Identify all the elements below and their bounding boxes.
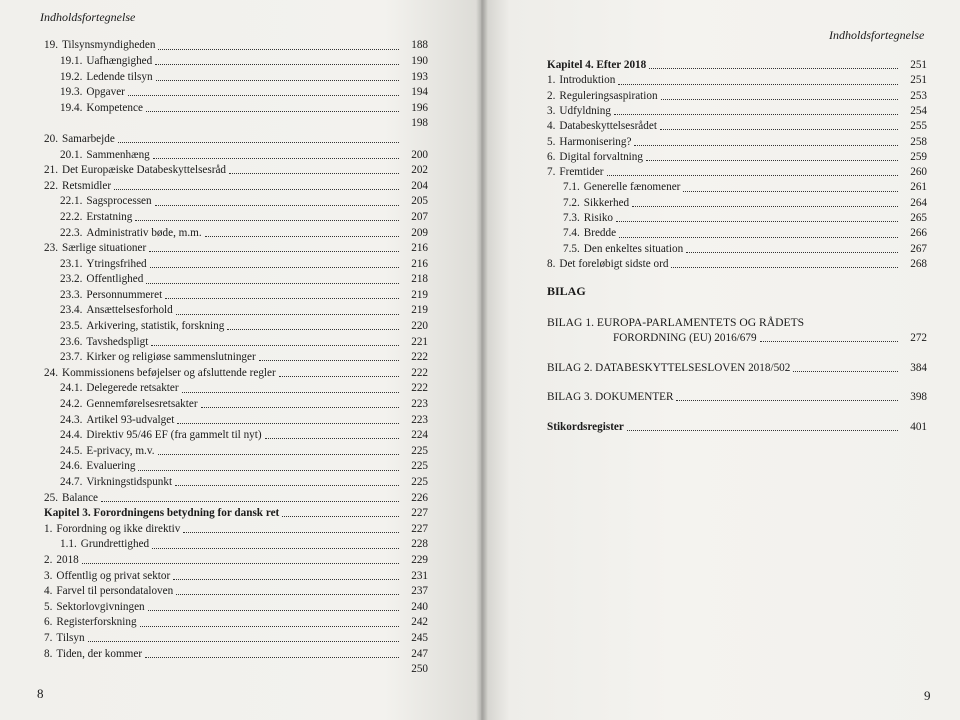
toc-entry — [547, 132, 927, 147]
toc-entry-number: 6. — [547, 150, 556, 163]
toc-entry — [44, 208, 428, 224]
toc-entry-number: 7.4. — [563, 227, 580, 240]
toc-entry-page: 220 — [411, 320, 428, 333]
toc-entry-title: Registerforskning — [56, 616, 137, 629]
toc-entry-title: Tilsynsmyndigheden — [61, 39, 156, 52]
toc-entry-page: 225 — [411, 460, 428, 473]
toc-entry-title: Ansættelsesforhold — [86, 304, 173, 317]
toc-entry-number: 24.1. — [60, 382, 83, 395]
toc-entry-page: 216 — [411, 257, 428, 270]
toc-entry-title: Det Europæiske Databeskyttelsesråd — [61, 164, 227, 177]
stikordsregister-title: Stikordsregister — [547, 421, 624, 433]
toc-entry-title: Opgaver — [86, 86, 125, 99]
toc-entry — [44, 192, 428, 208]
toc-entry-title: Erstatning — [86, 210, 133, 223]
toc-entry-title: Digital forvaltning — [559, 150, 643, 163]
stikordsregister — [547, 422, 927, 433]
toc-entry — [547, 194, 927, 209]
toc-entry-title: Farvel til persondataloven — [56, 585, 174, 598]
bilag-2-title: BILAG 2. DATABESKYTTELSESLOVEN 2018/502 — [547, 362, 791, 374]
toc-entry-title: Personnummeret — [86, 288, 163, 301]
toc-entry-title: Kommissionens beføjelser og afsluttende regler — [61, 366, 276, 379]
toc-entry — [44, 254, 428, 270]
toc-entry-page: 231 — [411, 569, 428, 582]
bilag-1-line2: FORORDNING (EU) 2016/679 — [613, 332, 757, 344]
dot-leader — [607, 175, 898, 176]
toc-entry-title: Generelle fænomener — [583, 181, 681, 194]
toc-entry-number: 22.1. — [60, 195, 83, 208]
toc-entry-title: Kirker og religiøse sammenslutninger — [86, 351, 256, 364]
toc-entry — [44, 519, 428, 535]
toc-entry-number: 8. — [547, 257, 556, 270]
toc-entry — [547, 240, 927, 255]
toc-entry-number: 25. — [44, 491, 58, 504]
toc-entry-number: 1.1. — [60, 538, 77, 551]
toc-entry — [44, 223, 428, 239]
toc-entry — [44, 566, 428, 582]
toc-entry-page: 245 — [411, 631, 428, 644]
toc-entry — [44, 488, 428, 504]
toc-entry-title: Databeskyttelsesrådet — [559, 120, 657, 133]
dot-leader — [201, 407, 399, 408]
toc-entry — [44, 130, 428, 146]
toc-entry — [44, 395, 428, 411]
toc-entry-page: 227 — [411, 507, 428, 520]
dot-leader — [150, 267, 399, 268]
toc-entry-title: Tilsyn — [56, 631, 85, 644]
toc-entry-page: 258 — [910, 135, 927, 148]
dot-leader — [146, 283, 399, 284]
dot-leader — [686, 252, 898, 253]
bilag-heading: BILAG — [547, 284, 586, 298]
left-toc — [44, 36, 428, 675]
toc-entry-number: 23.7. — [60, 351, 83, 364]
dot-leader — [138, 470, 399, 471]
dot-leader — [156, 80, 399, 81]
toc-entry-page: 264 — [910, 196, 927, 209]
toc-entry-page: 267 — [910, 242, 927, 255]
toc-entry-title: E-privacy, m.v. — [86, 444, 155, 457]
toc-entry-page: 216 — [411, 242, 428, 255]
toc-entry-number: 24.6. — [60, 460, 83, 473]
toc-entry — [44, 317, 428, 333]
toc-entry — [547, 255, 927, 270]
toc-entry-number: 24.5. — [60, 444, 83, 457]
dot-leader — [158, 49, 399, 50]
toc-entry-page: 209 — [411, 226, 428, 239]
dot-leader — [282, 516, 399, 517]
toc-entry-number: 5. — [44, 600, 53, 613]
dot-leader — [229, 173, 399, 174]
dot-leader — [118, 142, 399, 143]
toc-entry — [44, 83, 428, 99]
dot-leader — [146, 111, 399, 112]
toc-entry — [44, 161, 428, 177]
toc-entry — [547, 209, 927, 224]
bilag-3-title: BILAG 3. DOKUMENTER — [547, 391, 674, 403]
toc-entry-page: 224 — [411, 429, 428, 442]
toc-entry-number: 19.2. — [60, 70, 83, 83]
toc-entry-page: 188 — [411, 39, 428, 52]
toc-entry — [547, 224, 927, 239]
toc-entry-number: 23.1. — [60, 257, 83, 270]
toc-entry-page: 253 — [910, 89, 927, 102]
toc-entry-title: Sikkerhed — [583, 196, 630, 209]
toc-entry-title: Offentlighed — [86, 273, 144, 286]
toc-entry-title: Delegerede retsakter — [86, 382, 179, 395]
toc-entry-title: Særlige situationer — [61, 242, 147, 255]
toc-entry-number: 7.1. — [563, 181, 580, 194]
toc-entry-number: 4. — [547, 120, 556, 133]
toc-entry — [44, 379, 428, 395]
dot-leader — [158, 454, 399, 455]
dot-leader — [135, 220, 399, 221]
toc-entry-number: 22.2. — [60, 210, 83, 223]
toc-entry — [44, 410, 428, 426]
toc-entry-title: Harmonisering? — [559, 135, 632, 148]
toc-entry-number: 7. — [547, 166, 556, 179]
bilag-1-line2-row — [613, 333, 927, 344]
toc-entry-title: Samarbejde — [61, 132, 115, 145]
toc-entry — [44, 286, 428, 302]
toc-entry — [44, 613, 428, 629]
toc-entry-page: 194 — [411, 86, 428, 99]
toc-entry-title: Det foreløbigt sidste ord — [559, 257, 669, 270]
toc-entry-number: 21. — [44, 164, 58, 177]
dot-leader — [151, 345, 399, 346]
bilag-3-page: 398 — [910, 391, 927, 403]
toc-entry-number: 5. — [547, 135, 556, 148]
toc-entry-number: 4. — [44, 585, 53, 598]
dot-leader — [760, 341, 898, 342]
toc-entry — [44, 426, 428, 442]
toc-entry-page: 229 — [411, 553, 428, 566]
bilag-1-line1: BILAG 1. EUROPA-PARLAMENTETS OG RÅDETS — [547, 316, 805, 329]
toc-entry-page: 222 — [411, 366, 428, 379]
toc-entry-title: Udfyldning — [559, 104, 611, 117]
toc-entry-title: Sagsprocessen — [86, 195, 152, 208]
toc-entry — [44, 597, 428, 613]
dot-leader — [619, 237, 898, 238]
toc-entry-page: 242 — [411, 616, 428, 629]
dot-leader — [614, 114, 898, 115]
toc-entry — [44, 473, 428, 489]
dot-leader — [128, 95, 399, 96]
toc-entry-title: Retsmidler — [61, 179, 112, 192]
toc-entry-title: Ytringsfrihed — [86, 257, 147, 270]
toc-entry-number: 24.7. — [60, 476, 83, 489]
toc-entry-page: 198 — [411, 117, 428, 130]
toc-entry — [44, 363, 428, 379]
dot-leader — [259, 360, 399, 361]
toc-entry — [44, 504, 428, 520]
toc-entry-page: 223 — [411, 413, 428, 426]
toc-entry-number: 24. — [44, 366, 58, 379]
bilag-3 — [547, 392, 927, 403]
toc-entry-number: 1. — [44, 522, 53, 535]
dot-leader — [627, 430, 898, 431]
dot-leader — [205, 236, 399, 237]
toc-entry — [547, 102, 927, 117]
toc-entry — [44, 644, 428, 660]
toc-entry — [44, 457, 428, 473]
bilag-2 — [547, 363, 927, 374]
toc-entry-page: 265 — [910, 212, 927, 225]
toc-entry-number: 22.3. — [60, 226, 83, 239]
toc-entry-number: 7. — [44, 631, 53, 644]
dot-leader — [634, 145, 898, 146]
toc-entry-page: 228 — [411, 538, 428, 551]
dot-leader — [175, 485, 399, 486]
toc-entry-page: 254 — [910, 104, 927, 117]
dot-leader — [114, 189, 399, 190]
left-page-number: 8 — [37, 686, 44, 701]
toc-entry — [44, 98, 428, 114]
toc-entry-page: 196 — [411, 101, 428, 114]
toc-entry-page: 261 — [910, 181, 927, 194]
book-gutter — [476, 0, 488, 720]
dot-leader — [101, 501, 399, 502]
toc-entry-page: 205 — [411, 195, 428, 208]
toc-entry-page: 221 — [411, 335, 428, 348]
toc-entry — [44, 582, 428, 598]
toc-entry-title: Grundrettighed — [80, 538, 150, 551]
toc-entry-number: 19.1. — [60, 54, 83, 67]
dot-leader — [660, 129, 898, 130]
toc-entry-title: Evaluering — [86, 460, 136, 473]
toc-entry-number: 23.3. — [60, 288, 83, 301]
right-toc — [547, 56, 927, 270]
toc-entry-page: 207 — [411, 210, 428, 223]
toc-entry-number: 19.4. — [60, 101, 83, 114]
dot-leader — [683, 191, 898, 192]
dot-leader — [616, 221, 898, 222]
dot-leader — [649, 68, 898, 69]
toc-entry-title: Offentlig og privat sektor — [56, 569, 171, 582]
dot-leader — [279, 376, 399, 377]
toc-entry-title: Tavshedspligt — [86, 335, 149, 348]
toc-entry-title: Ledende tilsyn — [86, 70, 153, 83]
toc-entry-number: 24.4. — [60, 429, 83, 442]
toc-entry-title: Arkivering, statistik, forskning — [86, 320, 225, 333]
toc-entry-page: 218 — [411, 273, 428, 286]
toc-entry-number: 20. — [44, 132, 58, 145]
toc-entry-number: 2. — [547, 89, 556, 102]
toc-entry-number: 24.2. — [60, 398, 83, 411]
dot-leader — [661, 99, 898, 100]
toc-entry — [44, 67, 428, 83]
dot-leader — [632, 206, 898, 207]
toc-entry-page: 219 — [411, 304, 428, 317]
toc-entry — [44, 301, 428, 317]
dot-leader — [148, 610, 399, 611]
dot-leader — [265, 438, 399, 439]
toc-entry-title: Gennemførelsesretsakter — [86, 398, 198, 411]
toc-entry — [547, 178, 927, 193]
toc-entry-page: 250 — [411, 663, 428, 676]
toc-entry-page: 255 — [910, 120, 927, 133]
dot-leader — [182, 392, 399, 393]
toc-entry-title: Artikel 93-udvalget — [86, 413, 175, 426]
toc-entry — [44, 114, 428, 130]
toc-entry-title: Virkningstidspunkt — [86, 476, 173, 489]
toc-entry-number: 23.2. — [60, 273, 83, 286]
toc-entry-title: Sammenhæng — [86, 148, 150, 161]
toc-entry-page: 225 — [411, 444, 428, 457]
toc-entry-page: 247 — [411, 647, 428, 660]
toc-entry-page: 226 — [411, 491, 428, 504]
toc-entry-page: 240 — [411, 600, 428, 613]
toc-entry-page: 225 — [411, 476, 428, 489]
toc-entry-title: Kapitel 3. Forordningens betydning for dansk ret — [44, 507, 280, 520]
toc-entry-number: 19. — [44, 39, 58, 52]
toc-entry — [44, 660, 428, 676]
toc-entry-title: Kompetence — [86, 101, 143, 114]
toc-entry-number: 8. — [44, 647, 53, 660]
toc-entry-number: 19.3. — [60, 86, 83, 99]
dot-leader — [176, 314, 399, 315]
toc-entry-title: Uafhængighed — [86, 54, 153, 67]
toc-entry-page: 193 — [411, 70, 428, 83]
dot-leader — [618, 84, 898, 85]
toc-entry-page: 219 — [411, 288, 428, 301]
toc-entry — [547, 117, 927, 132]
toc-entry-page: 222 — [411, 351, 428, 364]
dot-leader — [177, 423, 399, 424]
dot-leader — [173, 579, 399, 580]
toc-entry-title: Fremtider — [559, 166, 604, 179]
toc-entry — [44, 629, 428, 645]
toc-entry — [44, 52, 428, 68]
toc-entry-title: Den enkeltes situation — [583, 242, 684, 255]
toc-entry-number: 7.3. — [563, 212, 580, 225]
toc-entry-number: 23.6. — [60, 335, 83, 348]
toc-entry-title: Sektorlovgivningen — [56, 600, 145, 613]
toc-entry-title: Risiko — [583, 212, 614, 225]
toc-entry-number: 24.3. — [60, 413, 83, 426]
dot-leader — [671, 267, 898, 268]
left-running-head: Indholdsfortegnelse — [40, 10, 136, 24]
right-running-head: Indholdsfortegnelse — [829, 28, 925, 42]
toc-entry-page: 260 — [910, 166, 927, 179]
toc-entry — [44, 551, 428, 567]
toc-entry-number: 23.4. — [60, 304, 83, 317]
dot-leader — [152, 548, 399, 549]
toc-entry — [44, 36, 428, 52]
dot-leader — [165, 298, 399, 299]
toc-entry-number: 6. — [44, 616, 53, 629]
toc-entry-title: Forordning og ikke direktiv — [56, 522, 181, 535]
dot-leader — [183, 532, 399, 533]
toc-entry-number: 3. — [547, 104, 556, 117]
toc-entry-page: 204 — [411, 179, 428, 192]
dot-leader — [155, 205, 399, 206]
toc-entry-number: 7.5. — [563, 242, 580, 255]
right-page-number: 9 — [924, 688, 931, 703]
toc-entry-title: 2018 — [56, 553, 79, 566]
toc-entry — [547, 71, 927, 86]
toc-entry — [547, 148, 927, 163]
toc-entry-number: 3. — [44, 569, 53, 582]
toc-entry-page: 251 — [910, 74, 927, 87]
dot-leader — [155, 64, 399, 65]
toc-entry — [44, 176, 428, 192]
dot-leader — [227, 329, 399, 330]
toc-entry-title: Balance — [61, 491, 99, 504]
toc-entry-title: Reguleringsaspiration — [559, 89, 658, 102]
toc-entry — [44, 145, 428, 161]
toc-entry — [547, 163, 927, 178]
dot-leader — [646, 160, 898, 161]
toc-entry-page: 237 — [411, 585, 428, 598]
toc-entry-page: 227 — [411, 522, 428, 535]
toc-entry — [44, 270, 428, 286]
dot-leader — [793, 371, 898, 372]
toc-entry — [44, 239, 428, 255]
dot-leader — [140, 626, 399, 627]
toc-entry — [44, 535, 428, 551]
dot-leader — [149, 251, 399, 252]
bilag-2-page: 384 — [910, 362, 927, 374]
toc-entry-page: 251 — [910, 59, 927, 72]
dot-leader — [153, 158, 399, 159]
toc-entry-number: 23. — [44, 242, 58, 255]
dot-leader — [145, 657, 399, 658]
dot-leader — [82, 563, 399, 564]
toc-entry-page: 202 — [411, 164, 428, 177]
toc-entry-page: 266 — [910, 227, 927, 240]
toc-entry — [44, 441, 428, 457]
toc-entry-title: Kapitel 4. Efter 2018 — [547, 59, 647, 72]
toc-entry-page: 268 — [910, 257, 927, 270]
toc-entry — [44, 348, 428, 364]
toc-entry-number: 1. — [547, 74, 556, 87]
toc-entry-number: 7.2. — [563, 196, 580, 209]
toc-entry-page: 190 — [411, 54, 428, 67]
stikordsregister-page: 401 — [910, 421, 927, 433]
toc-entry-number: 20.1. — [60, 148, 83, 161]
dot-leader — [88, 641, 399, 642]
toc-entry-title: Administrativ bøde, m.m. — [86, 226, 202, 239]
toc-entry-title: Introduktion — [559, 74, 616, 87]
toc-entry-page: 222 — [411, 382, 428, 395]
bilag-1-page: 272 — [910, 332, 927, 344]
toc-entry-number: 23.5. — [60, 320, 83, 333]
toc-entry — [547, 87, 927, 102]
toc-entry — [547, 56, 927, 71]
toc-entry-page: 200 — [411, 148, 428, 161]
toc-entry-title: Bredde — [583, 227, 617, 240]
toc-entry-page: 223 — [411, 398, 428, 411]
dot-leader — [676, 400, 898, 401]
toc-entry-number: 2. — [44, 553, 53, 566]
toc-entry-number: 22. — [44, 179, 58, 192]
right-page — [481, 0, 960, 720]
toc-entry-title: Direktiv 95/46 EF (fra gammelt til nyt) — [86, 429, 262, 442]
toc-entry-title: Tiden, der kommer — [56, 647, 143, 660]
toc-entry-page: 259 — [910, 150, 927, 163]
toc-entry — [44, 332, 428, 348]
dot-leader — [176, 594, 399, 595]
